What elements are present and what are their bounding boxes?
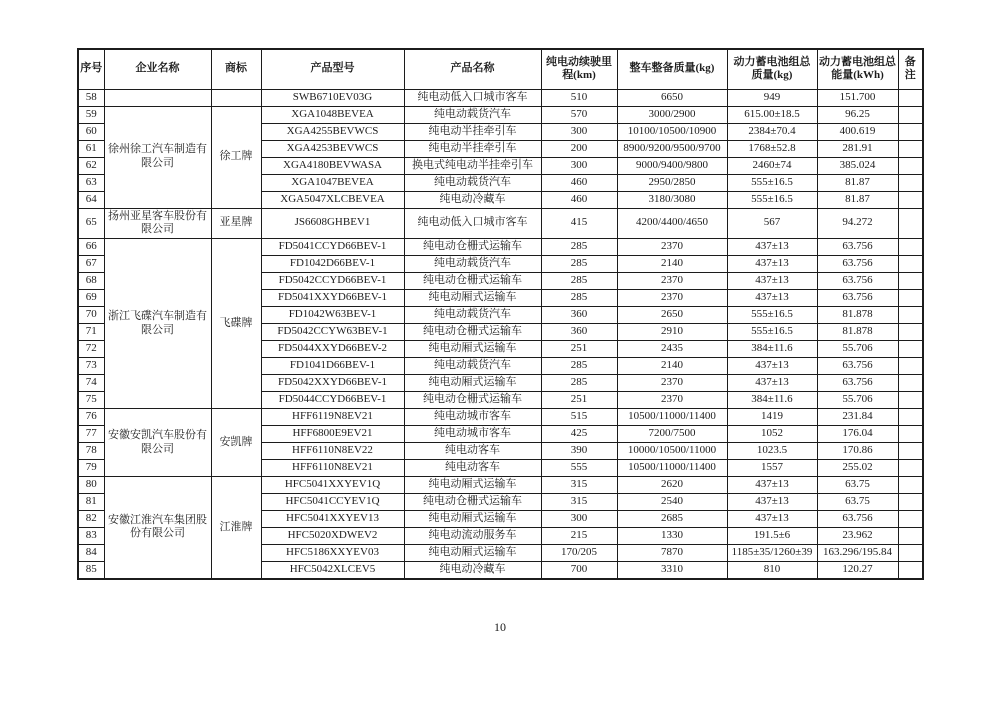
mass-cell: 9000/9400/9800	[617, 157, 727, 174]
model-cell: FD5042CCYW63BEV-1	[261, 324, 404, 341]
mass-cell: 10500/11000/11400	[617, 460, 727, 477]
row-number-cell: 61	[78, 140, 104, 157]
battery-energy-cell: 81.87	[817, 191, 898, 208]
remark-cell	[898, 208, 923, 239]
product-name-cell: 纯电动厢式运输车	[404, 290, 541, 307]
model-cell: HFF6119N8EV21	[261, 409, 404, 426]
mass-cell: 2370	[617, 290, 727, 307]
model-cell: JS6608GHBEV1	[261, 208, 404, 239]
model-cell: SWB6710EV03G	[261, 89, 404, 106]
model-cell: HFC5041XXYEV13	[261, 511, 404, 528]
remark-cell	[898, 140, 923, 157]
battery-energy-cell: 63.75	[817, 494, 898, 511]
trademark-cell: 安凯牌	[211, 409, 261, 477]
column-header: 企业名称	[104, 49, 211, 89]
trademark-cell: 徐工牌	[211, 106, 261, 208]
column-header: 产品名称	[404, 49, 541, 89]
range-cell: 170/205	[541, 545, 617, 562]
range-cell: 285	[541, 358, 617, 375]
model-cell: HFC5041XXYEV1Q	[261, 477, 404, 494]
mass-cell: 2140	[617, 358, 727, 375]
product-name-cell: 纯电动低入口城市客车	[404, 208, 541, 239]
battery-energy-cell: 63.756	[817, 256, 898, 273]
battery-energy-cell: 81.87	[817, 174, 898, 191]
battery-energy-cell: 151.700	[817, 89, 898, 106]
product-name-cell: 纯电动仓栅式运输车	[404, 392, 541, 409]
row-number-cell: 79	[78, 460, 104, 477]
battery-mass-cell: 437±13	[727, 239, 817, 256]
range-cell: 460	[541, 174, 617, 191]
mass-cell: 10500/11000/11400	[617, 409, 727, 426]
battery-energy-cell: 120.27	[817, 562, 898, 579]
battery-energy-cell: 231.84	[817, 409, 898, 426]
mass-cell: 2620	[617, 477, 727, 494]
remark-cell	[898, 528, 923, 545]
remark-cell	[898, 123, 923, 140]
range-cell: 555	[541, 460, 617, 477]
battery-energy-cell: 23.962	[817, 528, 898, 545]
mass-cell: 2140	[617, 256, 727, 273]
trademark-cell	[211, 89, 261, 106]
row-number-cell: 58	[78, 89, 104, 106]
remark-cell	[898, 324, 923, 341]
mass-cell: 3180/3080	[617, 191, 727, 208]
product-name-cell: 纯电动载货汽车	[404, 256, 541, 273]
model-cell: FD5041CCYD66BEV-1	[261, 239, 404, 256]
battery-mass-cell: 437±13	[727, 375, 817, 392]
remark-cell	[898, 191, 923, 208]
mass-cell: 2370	[617, 392, 727, 409]
row-number-cell: 60	[78, 123, 104, 140]
model-cell: FD1041D66BEV-1	[261, 358, 404, 375]
model-cell: FD1042D66BEV-1	[261, 256, 404, 273]
product-name-cell: 纯电动载货汽车	[404, 358, 541, 375]
product-name-cell: 纯电动城市客车	[404, 409, 541, 426]
vehicle-catalog-table	[77, 48, 924, 580]
battery-mass-cell: 437±13	[727, 273, 817, 290]
battery-mass-cell: 437±13	[727, 290, 817, 307]
product-name-cell: 纯电动仓栅式运输车	[404, 273, 541, 290]
table-row	[78, 106, 923, 123]
battery-energy-cell: 400.619	[817, 123, 898, 140]
battery-mass-cell: 555±16.5	[727, 307, 817, 324]
mass-cell: 2650	[617, 307, 727, 324]
model-cell: HFC5041CCYEV1Q	[261, 494, 404, 511]
battery-mass-cell: 810	[727, 562, 817, 579]
mass-cell: 2370	[617, 273, 727, 290]
row-number-cell: 71	[78, 324, 104, 341]
range-cell: 510	[541, 89, 617, 106]
battery-mass-cell: 191.5±6	[727, 528, 817, 545]
battery-mass-cell: 437±13	[727, 494, 817, 511]
product-name-cell: 纯电动厢式运输车	[404, 511, 541, 528]
table-row	[78, 477, 923, 494]
product-name-cell: 纯电动载货汽车	[404, 307, 541, 324]
model-cell: FD5041XXYD66BEV-1	[261, 290, 404, 307]
remark-cell	[898, 239, 923, 256]
remark-cell	[898, 290, 923, 307]
remark-cell	[898, 562, 923, 579]
battery-energy-cell: 55.706	[817, 392, 898, 409]
row-number-cell: 70	[78, 307, 104, 324]
range-cell: 285	[541, 256, 617, 273]
remark-cell	[898, 375, 923, 392]
mass-cell: 7200/7500	[617, 426, 727, 443]
company-cell: 徐州徐工汽车制造有限公司	[104, 106, 211, 208]
row-number-cell: 63	[78, 174, 104, 191]
range-cell: 285	[541, 273, 617, 290]
range-cell: 200	[541, 140, 617, 157]
mass-cell: 4200/4400/4650	[617, 208, 727, 239]
remark-cell	[898, 157, 923, 174]
battery-mass-cell: 1557	[727, 460, 817, 477]
battery-mass-cell: 949	[727, 89, 817, 106]
row-number-cell: 80	[78, 477, 104, 494]
mass-cell: 7870	[617, 545, 727, 562]
row-number-cell: 81	[78, 494, 104, 511]
model-cell: XGA4255BEVWCS	[261, 123, 404, 140]
product-name-cell: 纯电动客车	[404, 443, 541, 460]
battery-mass-cell: 437±13	[727, 511, 817, 528]
row-number-cell: 69	[78, 290, 104, 307]
mass-cell: 2950/2850	[617, 174, 727, 191]
range-cell: 515	[541, 409, 617, 426]
company-cell: 浙江飞碟汽车制造有限公司	[104, 239, 211, 409]
table-row	[78, 409, 923, 426]
range-cell: 460	[541, 191, 617, 208]
range-cell: 360	[541, 307, 617, 324]
product-name-cell: 纯电动厢式运输车	[404, 375, 541, 392]
remark-cell	[898, 460, 923, 477]
row-number-cell: 66	[78, 239, 104, 256]
model-cell: HFF6110N8EV22	[261, 443, 404, 460]
product-name-cell: 纯电动城市客车	[404, 426, 541, 443]
model-cell: FD1042W63BEV-1	[261, 307, 404, 324]
header-row	[78, 49, 923, 89]
mass-cell: 2370	[617, 239, 727, 256]
product-name-cell: 纯电动客车	[404, 460, 541, 477]
mass-cell: 2370	[617, 375, 727, 392]
product-name-cell: 纯电动仓栅式运输车	[404, 324, 541, 341]
remark-cell	[898, 443, 923, 460]
range-cell: 415	[541, 208, 617, 239]
product-name-cell: 纯电动仓栅式运输车	[404, 494, 541, 511]
battery-energy-cell: 255.02	[817, 460, 898, 477]
battery-energy-cell: 81.878	[817, 324, 898, 341]
remark-cell	[898, 341, 923, 358]
battery-mass-cell: 1768±52.8	[727, 140, 817, 157]
mass-cell: 2540	[617, 494, 727, 511]
column-header: 动力蓄电池组总质量(kg)	[727, 49, 817, 89]
row-number-cell: 77	[78, 426, 104, 443]
battery-energy-cell: 63.756	[817, 511, 898, 528]
mass-cell: 1330	[617, 528, 727, 545]
battery-energy-cell: 81.878	[817, 307, 898, 324]
battery-energy-cell: 63.756	[817, 290, 898, 307]
model-cell: XGA1048BEVEA	[261, 106, 404, 123]
row-number-cell: 62	[78, 157, 104, 174]
remark-cell	[898, 426, 923, 443]
product-name-cell: 纯电动仓栅式运输车	[404, 239, 541, 256]
battery-mass-cell: 2460±74	[727, 157, 817, 174]
battery-mass-cell: 384±11.6	[727, 341, 817, 358]
page-number: 10	[494, 620, 506, 634]
battery-mass-cell: 1185±35/1260±39	[727, 545, 817, 562]
range-cell: 300	[541, 511, 617, 528]
mass-cell: 3310	[617, 562, 727, 579]
row-number-cell: 84	[78, 545, 104, 562]
row-number-cell: 64	[78, 191, 104, 208]
range-cell: 285	[541, 375, 617, 392]
company-cell: 安徽安凯汽车股份有限公司	[104, 409, 211, 477]
range-cell: 251	[541, 392, 617, 409]
row-number-cell: 73	[78, 358, 104, 375]
column-header: 动力蓄电池组总能量(kWh)	[817, 49, 898, 89]
range-cell: 700	[541, 562, 617, 579]
battery-energy-cell: 55.706	[817, 341, 898, 358]
company-cell: 扬州亚星客车股份有限公司	[104, 208, 211, 239]
model-cell: HFC5020XDWEV2	[261, 528, 404, 545]
model-cell: XGA4253BEVWCS	[261, 140, 404, 157]
model-cell: XGA4180BEVWASA	[261, 157, 404, 174]
row-number-cell: 65	[78, 208, 104, 239]
column-header: 商标	[211, 49, 261, 89]
battery-energy-cell: 385.024	[817, 157, 898, 174]
battery-mass-cell: 555±16.5	[727, 174, 817, 191]
table-row	[78, 89, 923, 106]
remark-cell	[898, 409, 923, 426]
battery-mass-cell: 437±13	[727, 358, 817, 375]
model-cell: FD5044CCYD66BEV-1	[261, 392, 404, 409]
model-cell: FD5044XXYD66BEV-2	[261, 341, 404, 358]
range-cell: 300	[541, 157, 617, 174]
battery-energy-cell: 163.296/195.84	[817, 545, 898, 562]
remark-cell	[898, 256, 923, 273]
mass-cell: 2685	[617, 511, 727, 528]
remark-cell	[898, 273, 923, 290]
model-cell: FD5042XXYD66BEV-1	[261, 375, 404, 392]
battery-mass-cell: 1052	[727, 426, 817, 443]
battery-energy-cell: 94.272	[817, 208, 898, 239]
product-name-cell: 换电式纯电动半挂牵引车	[404, 157, 541, 174]
model-cell: HFC5042XLCEV5	[261, 562, 404, 579]
model-cell: HFF6110N8EV21	[261, 460, 404, 477]
remark-cell	[898, 358, 923, 375]
trademark-cell: 亚星牌	[211, 208, 261, 239]
battery-mass-cell: 555±16.5	[727, 191, 817, 208]
model-cell: XGA1047BEVEA	[261, 174, 404, 191]
product-name-cell: 纯电动载货汽车	[404, 174, 541, 191]
row-number-cell: 83	[78, 528, 104, 545]
row-number-cell: 59	[78, 106, 104, 123]
battery-mass-cell: 1419	[727, 409, 817, 426]
battery-energy-cell: 176.04	[817, 426, 898, 443]
remark-cell	[898, 307, 923, 324]
battery-energy-cell: 281.91	[817, 140, 898, 157]
trademark-cell: 飞碟牌	[211, 239, 261, 409]
battery-mass-cell: 437±13	[727, 477, 817, 494]
battery-energy-cell: 63.756	[817, 358, 898, 375]
company-cell: 安徽江淮汽车集团股份有限公司	[104, 477, 211, 579]
battery-energy-cell: 170.86	[817, 443, 898, 460]
row-number-cell: 75	[78, 392, 104, 409]
product-name-cell: 纯电动厢式运输车	[404, 341, 541, 358]
mass-cell: 3000/2900	[617, 106, 727, 123]
model-cell: HFC5186XXYEV03	[261, 545, 404, 562]
remark-cell	[898, 545, 923, 562]
product-name-cell: 纯电动厢式运输车	[404, 477, 541, 494]
range-cell: 360	[541, 324, 617, 341]
model-cell: FD5042CCYD66BEV-1	[261, 273, 404, 290]
battery-mass-cell: 1023.5	[727, 443, 817, 460]
range-cell: 315	[541, 494, 617, 511]
mass-cell: 10100/10500/10900	[617, 123, 727, 140]
range-cell: 251	[541, 341, 617, 358]
range-cell: 300	[541, 123, 617, 140]
remark-cell	[898, 511, 923, 528]
battery-energy-cell: 63.756	[817, 239, 898, 256]
product-name-cell: 纯电动半挂牵引车	[404, 123, 541, 140]
product-name-cell: 纯电动半挂牵引车	[404, 140, 541, 157]
battery-mass-cell: 384±11.6	[727, 392, 817, 409]
mass-cell: 8900/9200/9500/9700	[617, 140, 727, 157]
model-cell: XGA5047XLCBEVEA	[261, 191, 404, 208]
remark-cell	[898, 106, 923, 123]
table-row	[78, 239, 923, 256]
product-name-cell: 纯电动冷藏车	[404, 191, 541, 208]
range-cell: 390	[541, 443, 617, 460]
remark-cell	[898, 89, 923, 106]
range-cell: 285	[541, 239, 617, 256]
battery-energy-cell: 63.756	[817, 375, 898, 392]
row-number-cell: 74	[78, 375, 104, 392]
product-name-cell: 纯电动低入口城市客车	[404, 89, 541, 106]
column-header: 产品型号	[261, 49, 404, 89]
row-number-cell: 82	[78, 511, 104, 528]
product-name-cell: 纯电动冷藏车	[404, 562, 541, 579]
column-header: 备注	[898, 49, 923, 89]
remark-cell	[898, 174, 923, 191]
row-number-cell: 67	[78, 256, 104, 273]
row-number-cell: 85	[78, 562, 104, 579]
row-number-cell: 72	[78, 341, 104, 358]
mass-cell: 2435	[617, 341, 727, 358]
table-row	[78, 208, 923, 239]
remark-cell	[898, 477, 923, 494]
remark-cell	[898, 494, 923, 511]
mass-cell: 10000/10500/11000	[617, 443, 727, 460]
battery-mass-cell: 555±16.5	[727, 324, 817, 341]
column-header: 纯电动续驶里程(km)	[541, 49, 617, 89]
range-cell: 425	[541, 426, 617, 443]
battery-energy-cell: 63.756	[817, 273, 898, 290]
row-number-cell: 78	[78, 443, 104, 460]
range-cell: 215	[541, 528, 617, 545]
column-header: 整车整备质量(kg)	[617, 49, 727, 89]
battery-mass-cell: 567	[727, 208, 817, 239]
model-cell: HFF6800E9EV21	[261, 426, 404, 443]
range-cell: 315	[541, 477, 617, 494]
product-name-cell: 纯电动载货汽车	[404, 106, 541, 123]
mass-cell: 2910	[617, 324, 727, 341]
company-cell	[104, 89, 211, 106]
range-cell: 285	[541, 290, 617, 307]
product-name-cell: 纯电动流动服务车	[404, 528, 541, 545]
range-cell: 570	[541, 106, 617, 123]
column-header: 序号	[78, 49, 104, 89]
mass-cell: 6650	[617, 89, 727, 106]
battery-energy-cell: 63.75	[817, 477, 898, 494]
battery-mass-cell: 2384±70.4	[727, 123, 817, 140]
battery-mass-cell: 615.00±18.5	[727, 106, 817, 123]
trademark-cell: 江淮牌	[211, 477, 261, 579]
battery-mass-cell: 437±13	[727, 256, 817, 273]
table-body	[78, 89, 923, 579]
battery-energy-cell: 96.25	[817, 106, 898, 123]
product-name-cell: 纯电动厢式运输车	[404, 545, 541, 562]
row-number-cell: 76	[78, 409, 104, 426]
remark-cell	[898, 392, 923, 409]
row-number-cell: 68	[78, 273, 104, 290]
